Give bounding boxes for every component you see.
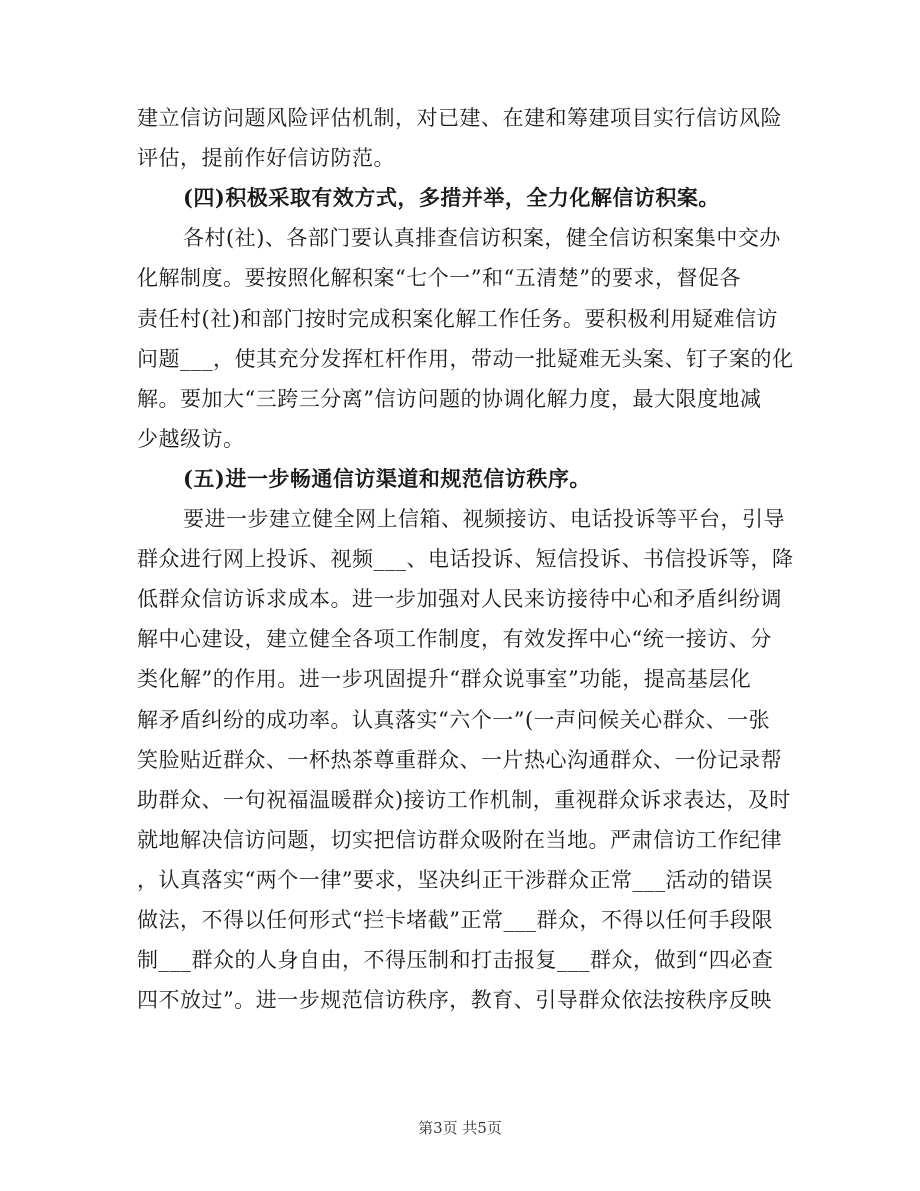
page-footer: 第3页 共5页 [418, 1119, 502, 1137]
text-line: 问题___，使其充分发挥杠杆作用，带动一批疑难无头案、钉子案的化 [137, 346, 794, 371]
section-heading: (五)进一步畅通信访渠道和规范信访秩序。 [183, 465, 591, 491]
text-line: 建立信访问题风险评估机制，对已建、在建和筹建项目实行信访风险 [137, 106, 782, 130]
text-line: 笑脸贴近群众、一杯热茶尊重群众、一片热心沟通群众、一份记录帮 [137, 747, 782, 772]
text-line: 做法，不得以任何形式“拦卡堵截”正常___群众，不得以任何手段限 [137, 908, 773, 932]
text-line: 解矛盾纠纷的成功率。认真落实“六个一”(一声问候关心群众、一张 [137, 707, 771, 732]
text-line: 责任村(社)和部门按时完成积案化解工作任务。要积极利用疑难信访 [137, 306, 778, 331]
text-line: 制___群众的人身自由，不得压制和打击报复___群众，做到“四必查 [137, 948, 774, 973]
text-line: 低群众信访诉求成本。进一步加强对人民来访接待中心和矛盾纠纷调 [137, 587, 782, 612]
text-line: 各村(社)、各部门要认真排查信访积案，健全信访积案集中交办 [183, 226, 781, 251]
text-line: 就地解决信访问题，切实把信访群众吸附在当地。严肃信访工作纪律 [137, 827, 782, 852]
text-line: 要进一步建立健全网上信箱、视频接访、电话投诉等平台，引导 [183, 507, 785, 531]
text-line: 助群众、一句祝福温暖群众)接访工作机制，重视群众诉求表达，及时 [137, 787, 791, 812]
text-line: 评估，提前作好信访防范。 [137, 146, 395, 171]
text-line: 化解制度。要按照化解积案“七个一”和“五清楚”的要求，督促各 [137, 266, 741, 291]
text-line: 解中心建设，建立健全各项工作制度，有效发挥中心“统一接访、分 [137, 627, 772, 652]
text-line: 四不放过”。进一步规范信访秩序，教育、引导群众依法按秩序反映 [137, 988, 772, 1013]
text-line: 群众进行网上投诉、视频___、电话投诉、短信投诉、书信投诉等，降 [137, 547, 794, 572]
text-line: 解。要加大“三跨三分离”信访问题的协调化解力度，最大限度地减 [137, 386, 762, 411]
text-line: ，认真落实“两个一律”要求，坚决纠正干涉群众正常___活动的错误 [137, 867, 773, 892]
section-heading: (四)积极采取有效方式，多措并举，全力化解信访积案。 [183, 185, 720, 211]
text-line: 类化解”的作用。进一步巩固提升“群众说事室”功能，提高基层化 [137, 667, 752, 692]
text-line: 少越级访。 [137, 426, 245, 451]
